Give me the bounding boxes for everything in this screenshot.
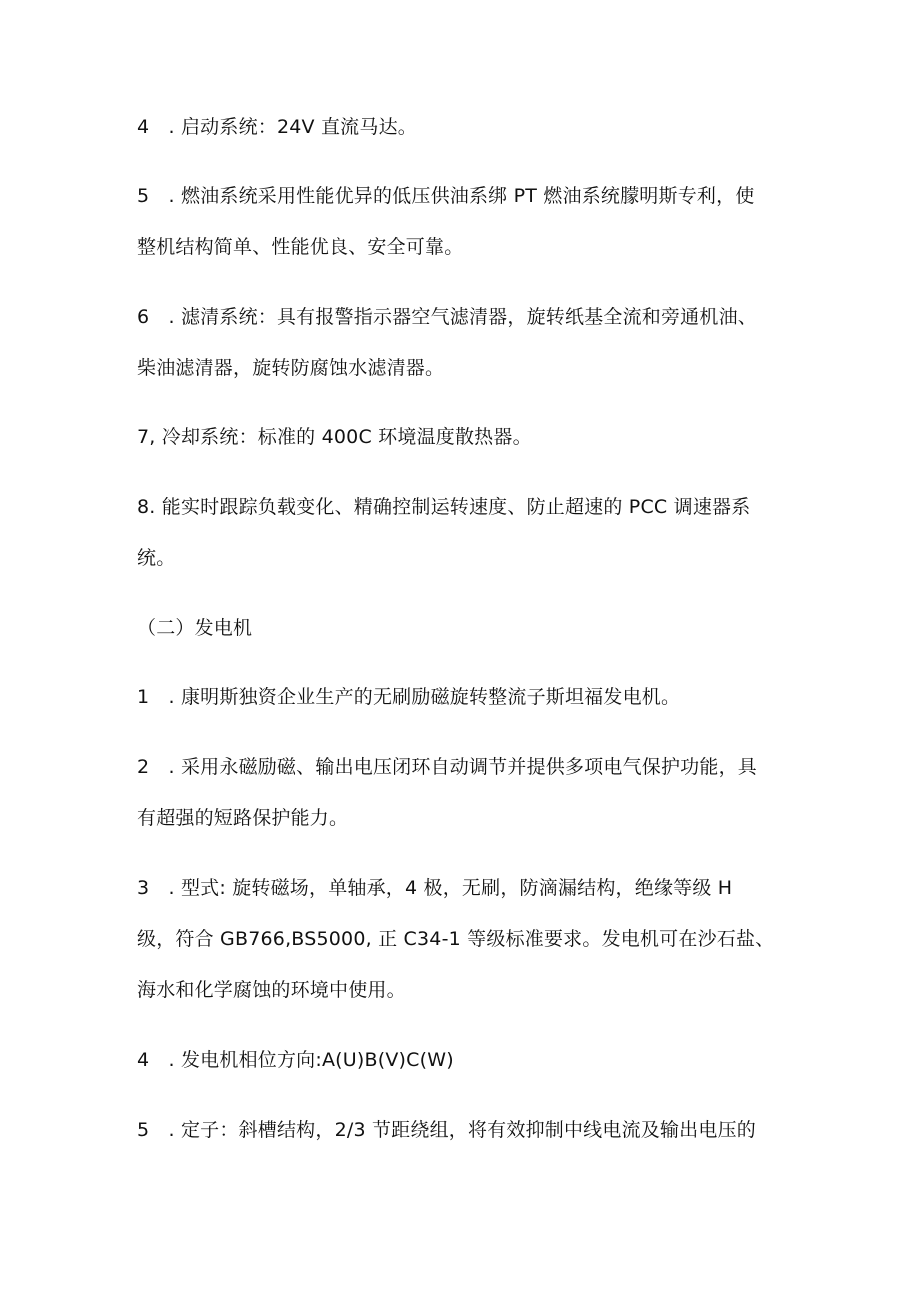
paragraph-4-starting-system: 4 . 启动系统：24V 直流马达。	[137, 116, 417, 138]
paragraph-5-fuel-system-line-2: 整机结构简单、性能优良、安全可靠。	[137, 236, 464, 258]
generator-item-3-line-3: 海水和化学腐蚀的环境中使用。	[137, 979, 406, 1001]
paragraph-8-pcc-governor-line-1: 8. 能实时跟踪负载变化、精确控制运转速度、防止超速的 PCC 调速器系	[137, 496, 751, 518]
paragraph-8-pcc-governor-line-2: 统。	[137, 547, 176, 569]
generator-item-5-stator: 5 . 定子：斜槽结构，2/3 节距绕组，将有效抑制中线电流及输出电压的	[137, 1119, 756, 1141]
generator-item-2-line-1: 2 . 采用永磁励磁、输出电压闭环自动调节并提供多项电气保护功能，具	[137, 756, 757, 778]
generator-item-2-line-2: 有超强的短路保护能力。	[137, 807, 349, 829]
paragraph-5-fuel-system-line-1: 5 . 燃油系统采用性能优异的低压供油系绑 PT 燃油系统朦明斯专利，使	[137, 185, 755, 207]
paragraph-6-filter-system-line-2: 柴油滤清器，旋转防腐蚀水滤清器。	[137, 357, 445, 379]
generator-item-4-phase-direction: 4 . 发电机相位方向:A(U)B(V)C(W)	[137, 1049, 454, 1071]
generator-item-1: 1 . 康明斯独资企业生产的无刷励磁旋转整流子斯坦福发电机。	[137, 686, 681, 708]
paragraph-7-cooling-system: 7, 冷却系统：标准的 400C 环境温度散热器。	[137, 426, 532, 448]
section-heading-generator: （二）发电机	[137, 617, 253, 639]
generator-item-3-line-1: 3 . 型式: 旋转磁场，单轴承，4 极，无刷，防滴漏结构，绝缘等级 H	[137, 877, 733, 899]
paragraph-6-filter-system-line-1: 6 . 滤清系统：具有报警指示器空气滤清器，旋转纸基全流和旁通机油、	[137, 306, 757, 328]
generator-item-3-line-2: 级，符合 GB766,BS5000, 正 C34-1 等级标准要求。发电机可在沙石盐、	[137, 928, 775, 950]
